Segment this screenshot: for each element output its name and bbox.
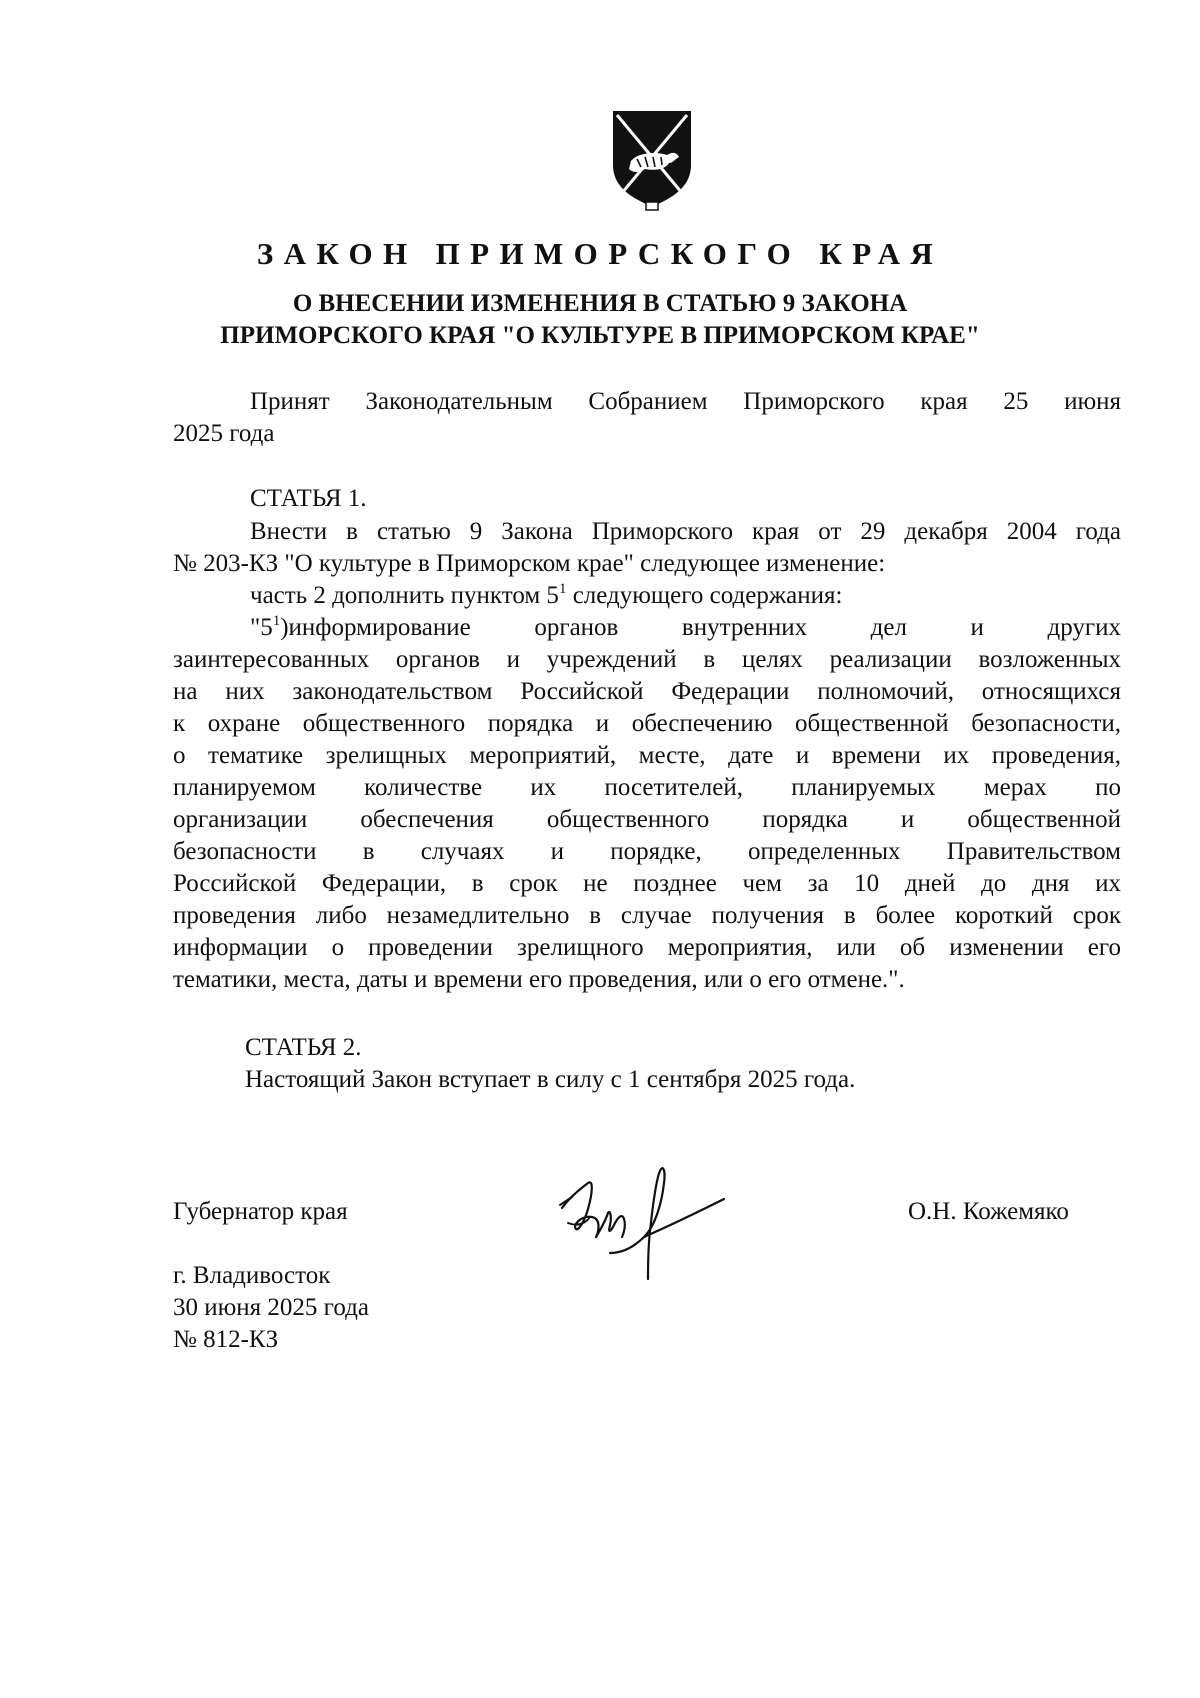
quote-line-first: "$5^1)информирование$ органов внутренних дел и других bbox=[250, 613, 1121, 641]
article-2-text: Настоящий Закон вступает в силу с 1 сентября 2025 года. bbox=[245, 1066, 856, 1093]
quote-line: к охране общественного порядка и обеспечению общественной безопасности, bbox=[173, 710, 1121, 737]
article-1-heading: СТАТЬЯ 1. bbox=[250, 485, 367, 512]
quote-line: на них законодательством Российской Федерации полномочий, относящихся bbox=[173, 678, 1121, 705]
law-number: № 812-КЗ bbox=[173, 1326, 279, 1353]
coat-of-arms-icon bbox=[609, 107, 695, 211]
quote-line: заинтересованных органов и учреждений в целях реализации возложенных bbox=[173, 646, 1121, 673]
law-title: ЗАКОН ПРИМОРСКОГО КРАЯ bbox=[256, 236, 944, 271]
signing-date: 30 июня 2025 года bbox=[173, 1294, 369, 1321]
quote-line-last: тематики, места, даты и времени его проведения, или о его отмене.". bbox=[173, 966, 905, 993]
quote-line: о тематике зрелищных мероприятий, месте, дате и времени их проведения, bbox=[173, 742, 1121, 769]
law-subtitle-line-2: ПРИМОРСКОГО КРАЯ "О КУЛЬТУРЕ В ПРИМОРСКОМ КРАЕ" bbox=[220, 322, 980, 349]
city: г. Владивосток bbox=[173, 1262, 331, 1289]
quote-line: проведения либо незамедлительно в случае получения в более короткий срок bbox=[173, 902, 1121, 929]
law-subtitle-line-1: О ВНЕСЕНИИ ИЗМЕНЕНИЯ В СТАТЬЮ 9 ЗАКОНА bbox=[292, 290, 908, 317]
signature-icon bbox=[552, 1153, 728, 1286]
adopted-line-1: Принят Законодательным Собранием Приморского края 25 июня bbox=[250, 388, 1121, 415]
signatory-position: Губернатор края bbox=[173, 1198, 348, 1225]
quote-line: Российской Федерации, в срок не позднее чем за 10 дней до дня их bbox=[173, 870, 1121, 897]
article-1-part-line: часть 2 дополнить пунктом $5^1$ следующего содержания: bbox=[250, 581, 843, 609]
article-1-intro-line-1: Внести в статью 9 Закона Приморского края от 29 декабря 2004 года bbox=[250, 518, 1121, 545]
quote-line: планируемом количестве их посетителей, планируемых мерах по bbox=[173, 774, 1121, 801]
article-1-intro-line-2: № 203-КЗ "О культуре в Приморском крае" следующее изменение: bbox=[173, 550, 886, 577]
signatory-name: О.Н. Кожемяко bbox=[908, 1198, 1069, 1225]
quote-line: организации обеспечения общественного порядка и общественной bbox=[173, 806, 1121, 833]
quote-line: безопасности в случаях и порядке, определенных Правительством bbox=[173, 838, 1121, 865]
article-2-heading: СТАТЬЯ 2. bbox=[245, 1034, 362, 1061]
quote-line: информации о проведении зрелищного мероприятия, или об изменении его bbox=[173, 934, 1121, 961]
adopted-line-2: 2025 года bbox=[173, 420, 275, 447]
